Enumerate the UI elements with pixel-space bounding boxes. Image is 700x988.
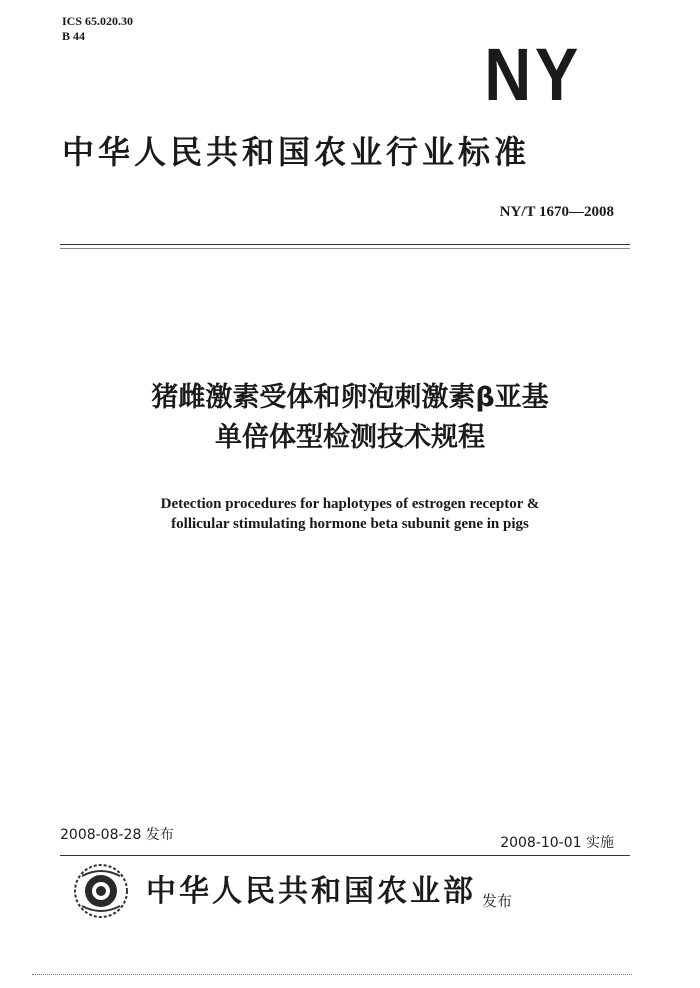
- document-title-cn-line1: 猪雌激素受体和卵泡刺激素β亚基: [151, 382, 549, 413]
- implementation-date: 2008-10-01 实施: [500, 835, 614, 851]
- document-title-cn: [0, 378, 700, 458]
- document-title-en-line1: Detection procedures for haplotypes of estrogen receptor &: [160, 496, 540, 512]
- class-code: B 44: [62, 29, 86, 43]
- publish-label: 发布: [482, 892, 513, 910]
- header-divider-thin: [60, 248, 630, 249]
- publisher-name: 中华人民共和国农业部: [146, 874, 476, 909]
- document-title-cn-line2: 单倍体型检测技术规程: [215, 422, 485, 453]
- ics-code: ICS 65.020.30: [62, 14, 134, 28]
- header-divider: [60, 244, 630, 245]
- classification-codes: [62, 14, 133, 44]
- document-title-en-line2: follicular stimulating hormone beta subunit gene in pigs: [171, 516, 529, 532]
- page-bottom-rule: [32, 974, 632, 975]
- document-title-en: [0, 494, 700, 534]
- standard-number: NY/T 1670—2008: [499, 204, 614, 220]
- ny-logo: NY: [484, 33, 582, 116]
- footer-divider: [60, 855, 630, 856]
- ministry-emblem-icon: [72, 862, 130, 920]
- standard-title: 中华人民共和国农业行业标准: [62, 133, 531, 171]
- issue-date: 2008-08-28 发布: [60, 827, 174, 843]
